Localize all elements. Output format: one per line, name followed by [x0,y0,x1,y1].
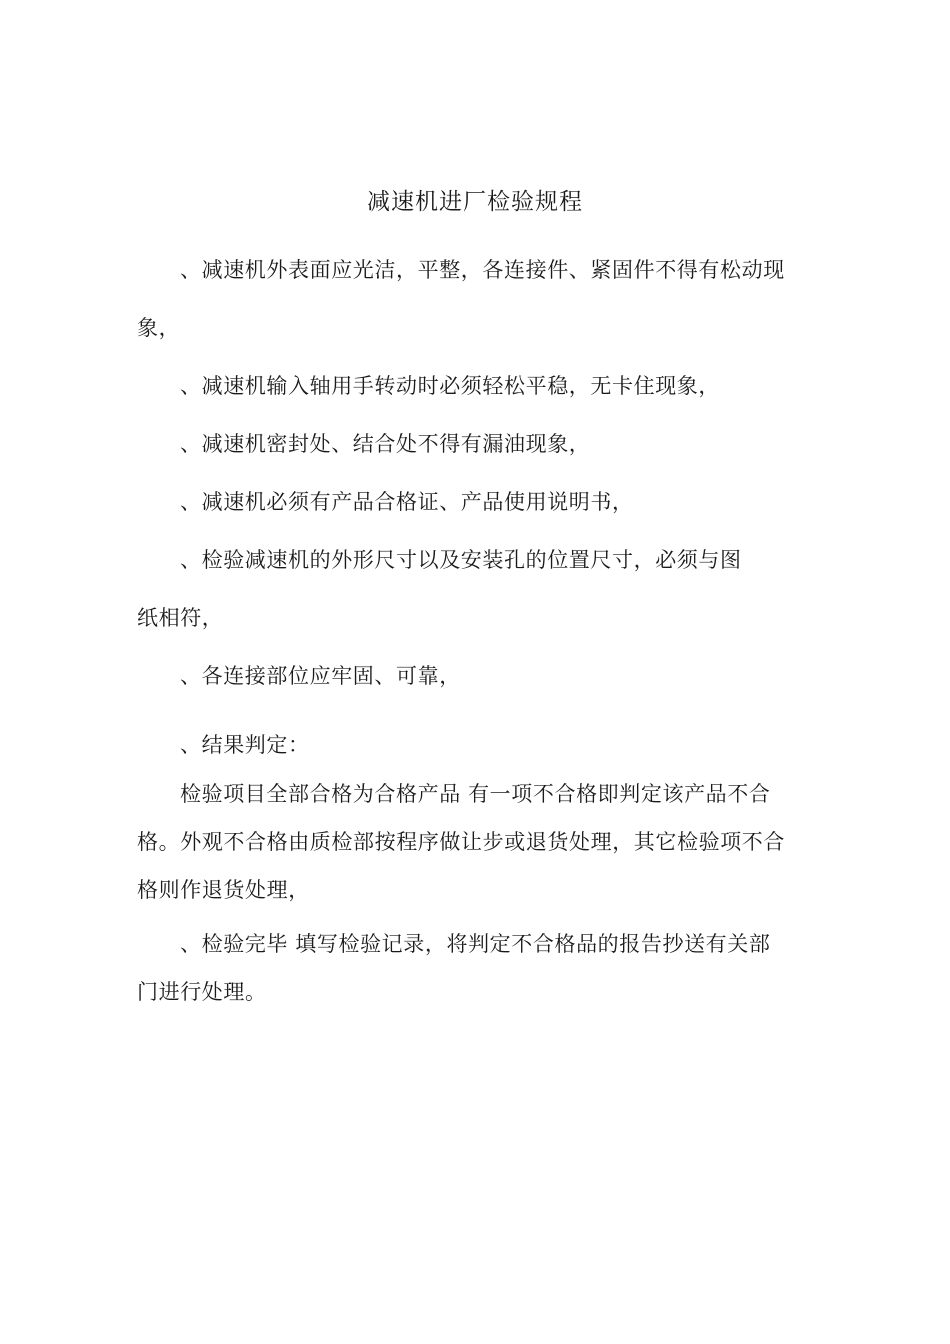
clause-2: 、减速机输入轴用手转动时必须轻松平稳，无卡住现象， [180,374,720,398]
judgement-line-1: 检验项目全部合格为合格产品 有一项不合格即判定该产品不合 [180,782,771,806]
judgement-line-3: 格则作退货处理， [137,878,310,902]
document-title: 减速机进厂检验规程 [367,189,583,215]
clause-8-line-1: 、检验完毕 填写检验记录，将判定不合格品的报告抄送有关部 [180,932,771,956]
clause-5-line-1: 、检验减速机的外形尺寸以及安装孔的位置尺寸，必须与图 [180,548,742,572]
judgement-line-2: 格。外观不合格由质检部按程序做让步或退货处理，其它检验项不合 [137,830,785,854]
clause-4: 、减速机必须有产品合格证、产品使用说明书， [180,490,634,514]
clause-5-line-2: 纸相符， [137,606,224,630]
clause-1-line-1: 、减速机外表面应光洁，平整，各连接件、紧固件不得有松动现 [180,258,785,282]
clause-7-heading: 、结果判定： [180,733,310,757]
clause-6: 、各连接部位应牢固、可靠， [180,664,461,688]
clause-8-line-2: 门进行处理。 [137,980,267,1004]
clause-3: 、减速机密封处、结合处不得有漏油现象， [180,432,591,456]
clause-1-line-2: 象， [137,316,181,340]
